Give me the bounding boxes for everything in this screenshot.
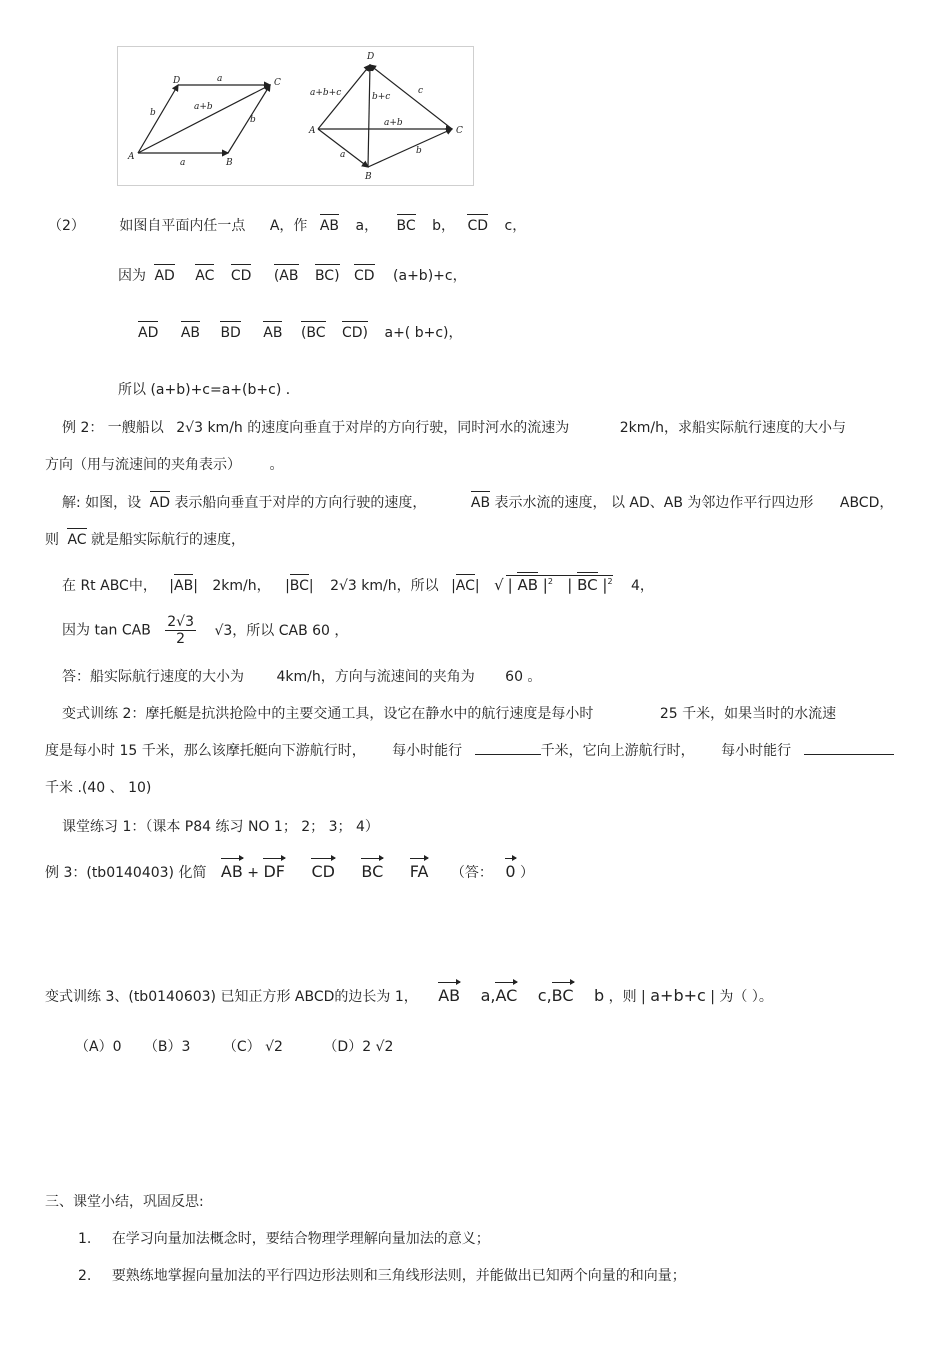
vec-bc: BC: [361, 862, 384, 881]
figure-svg: [118, 47, 473, 185]
tan-numerator: 2√3: [167, 614, 195, 630]
tan-fraction: [165, 614, 196, 647]
vec-cd: CD: [311, 862, 335, 881]
summary-item-number: 2.: [78, 1268, 92, 1284]
ex2-s1-b: 表示船向垂直于对岸的方向行驶的速度，: [174, 495, 427, 511]
kite-bd-label: b+c: [372, 92, 391, 102]
vec-ab: AB: [180, 325, 200, 341]
ex3-a: 例 3：(tb0140403) 化简: [45, 865, 207, 881]
var2-d: 每小时能行: [392, 743, 463, 759]
tan-denominator: 2: [176, 631, 186, 647]
ex2-result-4: 4，: [630, 578, 654, 594]
vec-bc-magnitude: BC: [289, 578, 309, 594]
vec-ac: AC: [195, 268, 215, 284]
downstream-blank[interactable]: [475, 742, 541, 755]
var2-line2: [45, 740, 894, 760]
result-1: (a+b)+c，: [393, 268, 467, 284]
ex3-line: [45, 862, 534, 882]
var3-eq-b: b: [594, 986, 605, 1005]
var3-options: [75, 1036, 393, 1056]
summary-item: [78, 1265, 686, 1285]
edge-top-label: a: [217, 74, 223, 84]
vec-ab: AB: [319, 218, 340, 234]
ex2-s3-c: 2√3 km/h，所以: [330, 578, 439, 594]
option-a[interactable]: （A）0: [75, 1039, 122, 1055]
ex2-solution-line2: [45, 529, 245, 549]
ex2-s2-a: 则: [45, 532, 59, 548]
kite-bc-line: [368, 129, 452, 167]
var2-line1: [62, 703, 836, 723]
vec-ac: AC: [495, 986, 518, 1005]
kite-pt-c-label: C: [456, 126, 463, 136]
vec-fa: FA: [409, 862, 429, 881]
vec-bc: BC): [314, 268, 340, 284]
summary-item-text: 在学习向量加法概念时，要结合物理学理解向量加法的意义；: [111, 1231, 490, 1247]
vec-bd: BD: [220, 325, 241, 341]
vec-ab-sq: AB: [517, 576, 539, 594]
vec-ab: AB: [263, 325, 283, 341]
kite-bc-label: b: [416, 146, 422, 156]
ex2-ans-a: 答：船实际航行速度的大小为: [62, 669, 244, 685]
summary-item-number: 1.: [78, 1231, 92, 1247]
kite-cd-label: c: [418, 86, 424, 96]
edge-left-label: b: [150, 108, 156, 118]
summary-item-text: 要熟练地掌握向量加法的平行四边形法则和三角线形法则，并能做出已知两个向量的和向量；: [111, 1268, 686, 1284]
vec-ab: AB: [220, 862, 243, 881]
ex2-s1-a: 解: 如图，设: [62, 495, 142, 511]
ex3-close: ）: [519, 865, 534, 881]
ex2-s1-c: 表示水流的速度， 以 AD、AB 为邻边作平行四边形: [494, 495, 814, 511]
vec-ac-magnitude: AC: [455, 578, 475, 594]
ex2-q-d: 方向（用与流速间的夹角表示）: [45, 457, 241, 473]
result-2: a+( b+c)，: [384, 325, 463, 341]
var3-b: ，则 |: [608, 989, 646, 1005]
summary-title: 三、课堂小结，巩固反思:: [45, 1194, 204, 1210]
vec-ad: AD: [138, 325, 159, 341]
ex3-ans: （答：: [450, 865, 493, 881]
ex2-solution-line3: 在 Rt ABC中， |AB| 2km/h， |BC| 2√3 km/h，所以 |AC| √ | AB $|^2$ | BC $|^2$ 4，: [62, 576, 654, 594]
vec-ab: AB: [470, 495, 491, 511]
pt-b-label: B: [226, 158, 233, 168]
var3-eq-a: a,: [480, 986, 496, 1005]
var2-e: 千米，它向上游航行时，: [540, 743, 695, 759]
pt-c-label: C: [274, 78, 281, 88]
ex2-s3-b: 2km/h，: [212, 578, 271, 594]
ex2-tan-label: 因为 tan CAB: [62, 622, 151, 639]
var3-c: | 为（ ）。: [710, 989, 773, 1005]
ex2-s2-b: 就是船实际航行的速度，: [91, 532, 246, 548]
vec-ac: AC: [67, 532, 87, 548]
edge-right-label: b: [250, 115, 256, 125]
ex2-question-line1: [62, 417, 846, 437]
practice-line: 课堂练习 1：（课本 P84 练习 NO 1； 2； 3； 4）: [62, 819, 379, 835]
vec-ab-magnitude: AB: [174, 578, 194, 594]
kite-ac-label: a+b: [384, 118, 403, 128]
part2-label: （2）: [48, 218, 85, 234]
kite-pt-d-label: D: [367, 52, 375, 62]
kite-bd-line: [368, 65, 370, 167]
var2-line3: 千米 .(40 、 10): [45, 780, 152, 796]
option-d[interactable]: （D）2 √2: [323, 1039, 394, 1055]
var3-line: [45, 986, 773, 1006]
diag-label: a+b: [194, 102, 213, 112]
vec-ab: AB: [438, 986, 461, 1005]
option-c[interactable]: （C） √2: [222, 1039, 283, 1055]
because-label: 因为: [118, 268, 146, 284]
eq-b: b，: [432, 218, 456, 234]
summary-item: [78, 1228, 490, 1248]
option-b[interactable]: （B）3: [143, 1039, 191, 1055]
pt-d-label: D: [173, 76, 181, 86]
var3-expr: a+b+c: [650, 986, 706, 1005]
part2-line1: [48, 215, 526, 235]
ex2-angle-result: √3，所以 CAB 60 ，: [214, 622, 349, 639]
eq-a: a，: [355, 218, 379, 234]
edge-bottom-label: a: [180, 158, 186, 168]
kite-ab-label: a: [340, 150, 346, 160]
vec-cd: CD: [467, 218, 489, 234]
vec-cd: CD: [230, 268, 252, 284]
vec-bc-sq: BC: [577, 576, 598, 594]
ex2-q-b: 的速度向垂直于对岸的方向行驶，同时河水的流速为: [247, 420, 570, 436]
var2-a: 变式训练 2：摩托艇是抗洪抢险中的主要交通工具，设它在静水中的航行速度是每小时: [62, 706, 594, 722]
part2-conclusion: 所以 (a+b)+c=a+(b+c) ．: [118, 382, 300, 398]
pt-a-label: A: [128, 152, 135, 162]
var3-a: 变式训练 3、(tb0140603) 已知正方形 ABCD的边长为 1，: [45, 989, 418, 1005]
ex2-ans-c: 60 。: [505, 669, 542, 685]
ex2-speed: 2√3 km/h: [176, 420, 243, 436]
ex2-solution-line4: [62, 614, 348, 647]
vec-bc: (BC: [300, 325, 326, 341]
vec-ad: AD: [154, 268, 175, 284]
vec-ad: AD: [149, 495, 170, 511]
vec-df: DF: [263, 862, 286, 881]
vec-cd: CD: [354, 268, 375, 284]
kite-ad-label: a+b+c: [310, 88, 342, 98]
sqrt-expression: √ | AB $|^2$ | BC $|^2$: [494, 576, 613, 594]
part2-line2: [118, 265, 467, 285]
var3-eq-c: c,: [537, 986, 552, 1005]
plus-sign: +: [247, 865, 260, 881]
ex2-q-a: 例 2： 一艘船以: [62, 420, 164, 436]
ex2-ans-b: 4km/h，方向与流速间的夹角为: [276, 669, 475, 685]
kite-ab-line: [318, 129, 368, 167]
part2-line3: [138, 322, 462, 342]
eq-c: c，: [504, 218, 527, 234]
kite-pt-b-label: B: [365, 172, 372, 182]
part2-point-a: A，作: [269, 218, 308, 234]
part2-intro: 如图自平面内任一点: [119, 218, 246, 234]
vec-bc: BC: [396, 218, 416, 234]
ex2-answer: [62, 666, 541, 686]
vec-cd: CD): [342, 325, 369, 341]
var2-c: 度是每小时 15 千米，那么该摩托艇向下游航行时，: [45, 743, 366, 759]
ex2-s3-a: 在 Rt ABC中，: [62, 578, 157, 594]
ex2-solution-line1: [62, 492, 893, 512]
vec-bc: BC: [551, 986, 574, 1005]
upstream-blank[interactable]: [804, 742, 894, 755]
ex2-q-c: 2km/h，求船实际航行速度的大小与: [619, 420, 846, 436]
vec-ab: (AB: [273, 268, 299, 284]
vector-addition-figure: [117, 46, 474, 186]
ex2-s1-d: ABCD，: [839, 495, 894, 511]
var2-f: 每小时能行: [721, 743, 792, 759]
ex2-q-e: 。: [269, 457, 284, 473]
var2-b: 25 千米，如果当时的水流速: [659, 706, 837, 722]
zero-vector: 0: [505, 862, 516, 881]
ex2-question-line2: [45, 454, 283, 474]
kite-pt-a-label: A: [309, 126, 316, 136]
